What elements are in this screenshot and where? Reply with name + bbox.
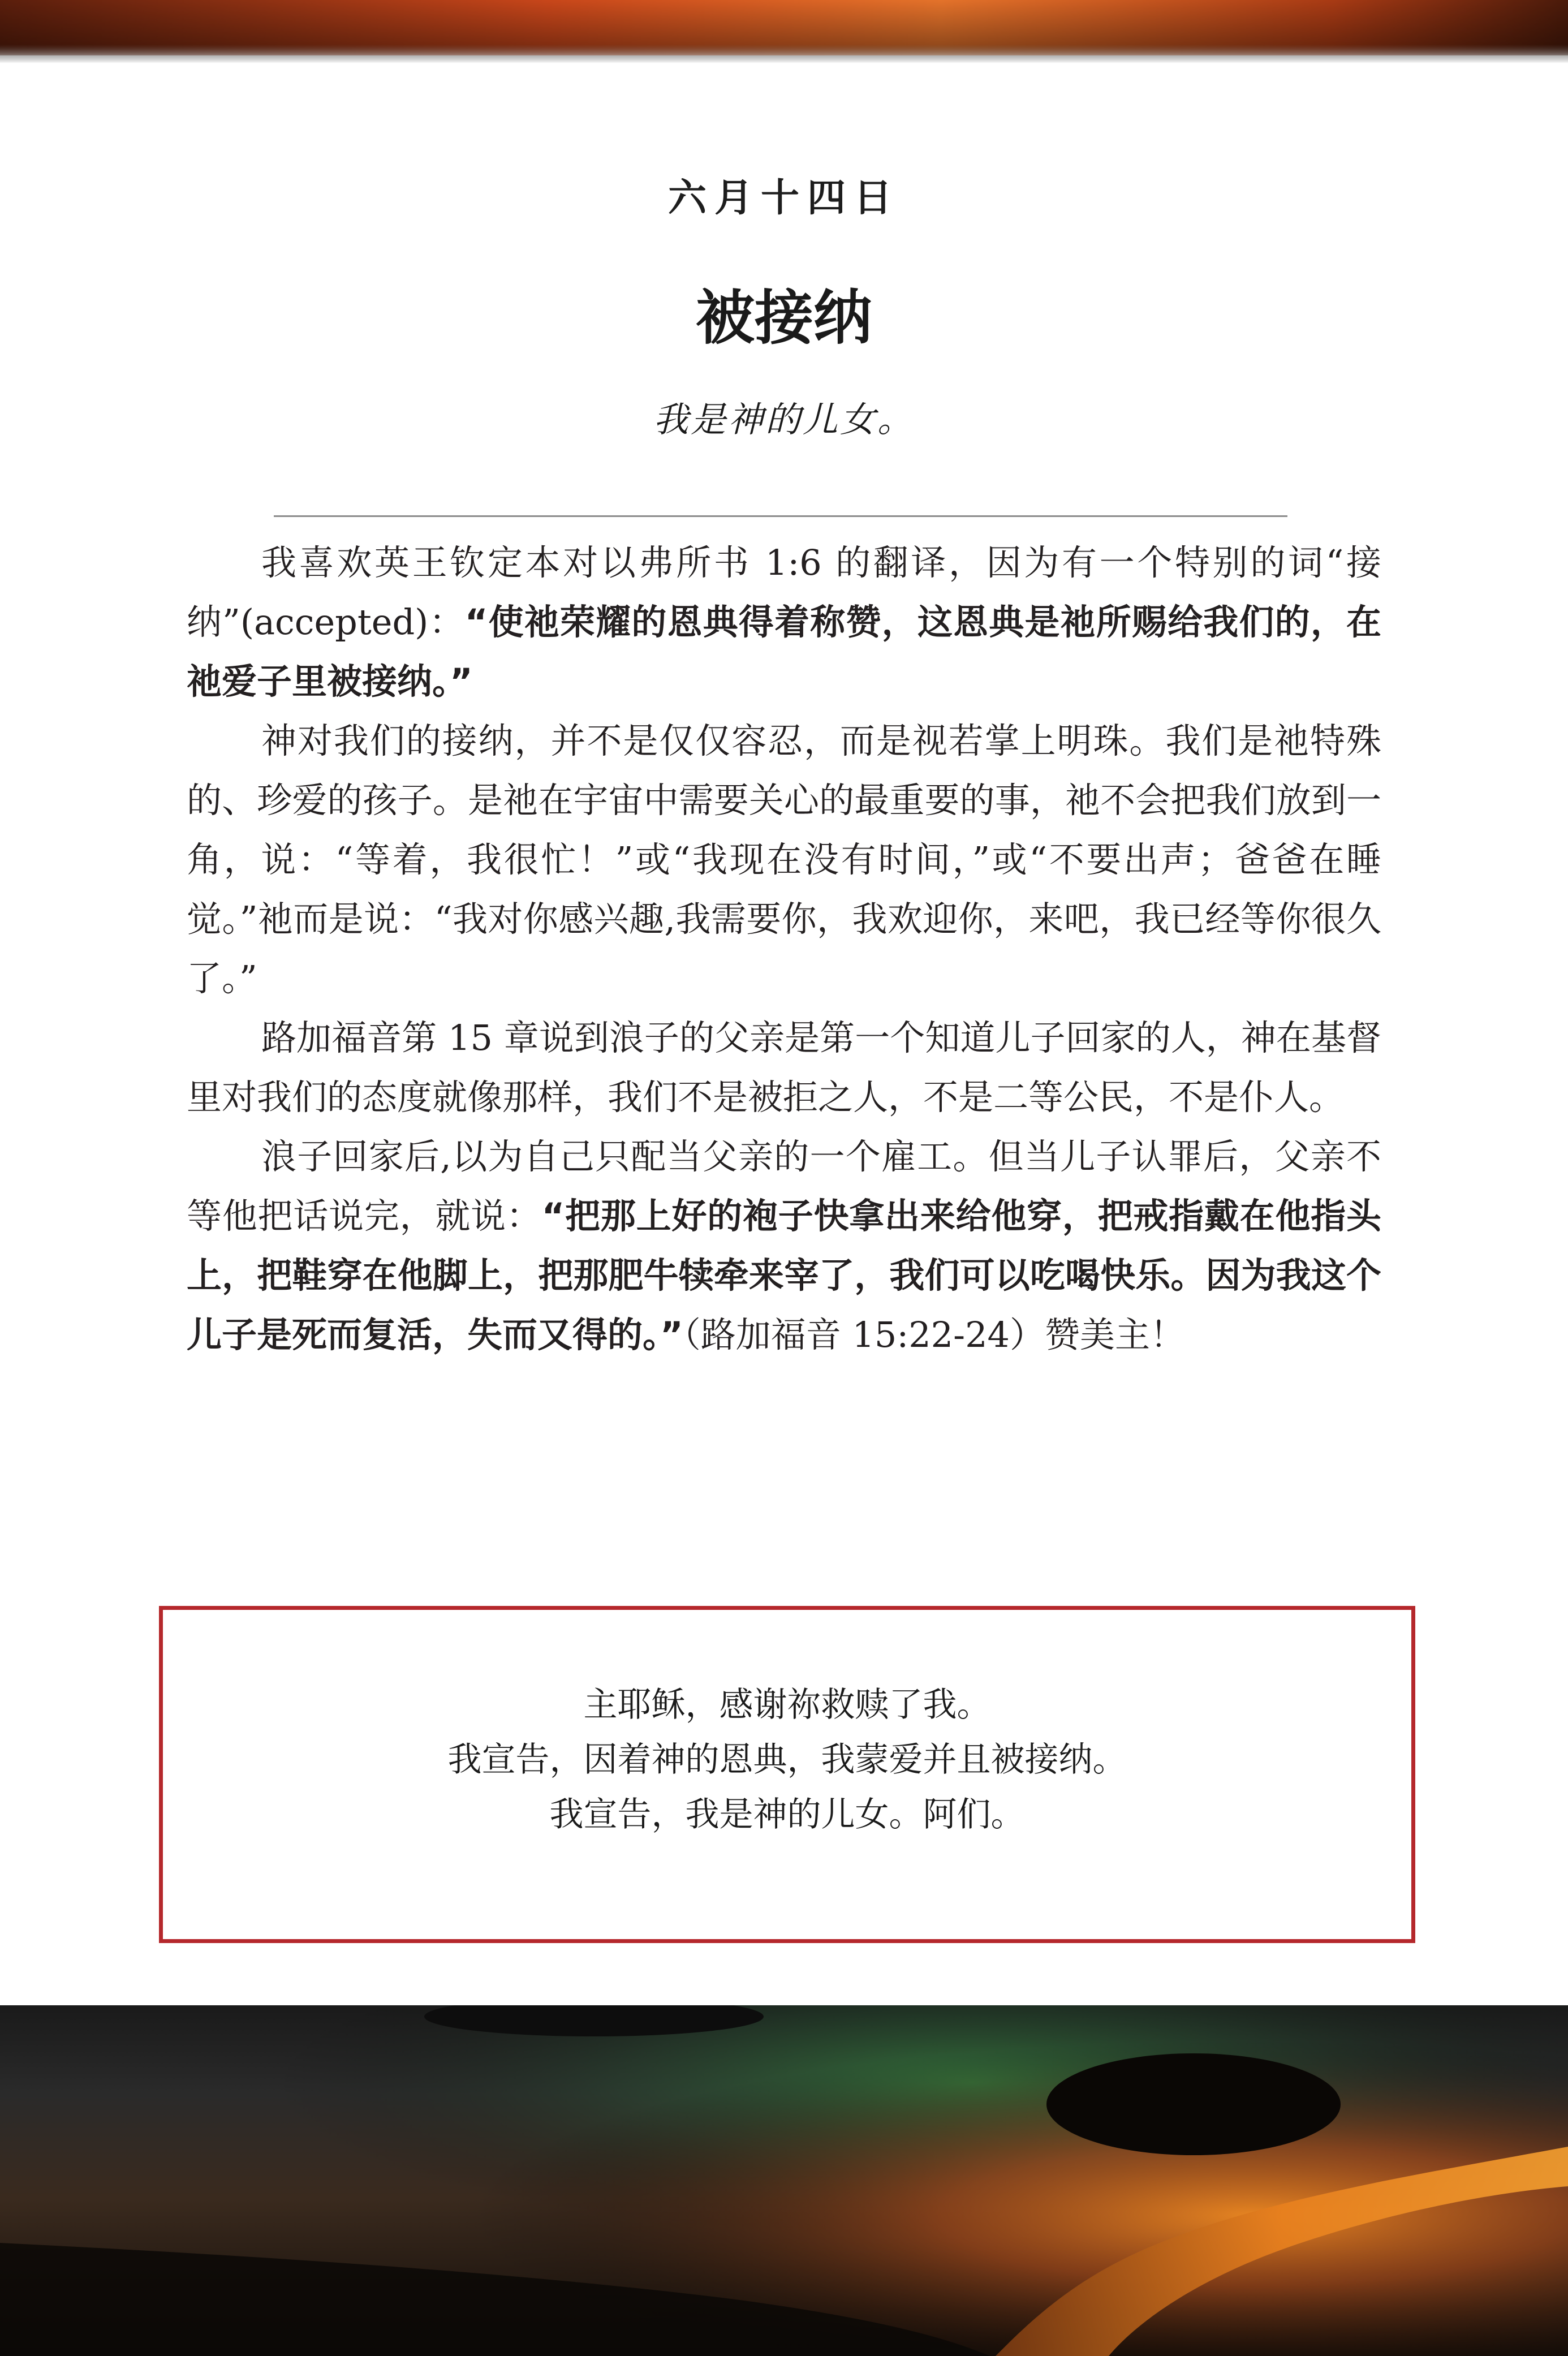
- devotional-body: [187, 533, 1381, 1364]
- paragraph-2: 神对我们的接纳，并不是仅仅容忍，而是视若掌上明珠。我们是祂特殊的、珍爱的孩子。是祂在宇宙中需要关心的最重要的事，祂不会把我们放到一角，说：“等着，我很忙！”或“我现在没有时间，”或“不要出声；爸爸在睡觉。”祂而是说：“我对你感兴趣,我需要你，我欢迎你，来吧，我已经等你很久了。”: [187, 720, 1381, 999]
- divider-rule: [274, 515, 1287, 517]
- paragraph-1-text: 我喜欢英王钦定本对以弗所书 1:6 的翻译，因为有一个特别的词“接纳”(accepted)：: [187, 542, 1381, 643]
- paragraph-4-quote: “把那上好的袍子快拿出来给他穿，把戒指戴在他指头上，把鞋穿在他脚上，把那肥牛犊牵来宰了，我们可以吃喝快乐。因为我这个儿子是死而复活，失而又得的。”: [187, 1195, 1381, 1355]
- paragraph-3: 路加福音第 15 章说到浪子的父亲是第一个知道儿子回家的人，神在基督里对我们的态度就像那样，我们不是被拒之人，不是二等公民，不是仆人。: [187, 1017, 1381, 1118]
- paragraph-4-text: 浪子回家后,以为自己只配当父亲的一个雇工。但当儿子认罪后，父亲不等他把话说完，就说：: [187, 1136, 1381, 1237]
- paragraph-1-quote: “使祂荣耀的恩典得着称赞，这恩典是祂所赐给我们的，在祂爱子里被接纳。”: [187, 601, 1382, 702]
- paragraph-4-reference: （路加福音 15:22-24）赞美主！: [683, 1314, 1185, 1355]
- prayer-line-2: 我宣告，因着神的恩典，我蒙爱并且被接纳。: [447, 1740, 1127, 1780]
- prayer-text: [163, 1678, 1411, 1842]
- subtitle: 我是神的儿女。: [653, 399, 915, 440]
- prayer-line-1: 主耶稣，感谢祢救赎了我。: [583, 1685, 991, 1725]
- top-sunset-banner: [0, 0, 1568, 63]
- paragraph-4: [187, 1127, 1381, 1364]
- bottom-landscape-image: [0, 2005, 1568, 2356]
- prayer-box: [159, 1606, 1415, 1943]
- paragraph-1: [187, 533, 1381, 711]
- page-title: 被接纳: [695, 283, 872, 352]
- date-heading: 六月十四日: [667, 176, 900, 221]
- prayer-line-3: 我宣告，我是神的儿女。阿们。: [549, 1795, 1025, 1834]
